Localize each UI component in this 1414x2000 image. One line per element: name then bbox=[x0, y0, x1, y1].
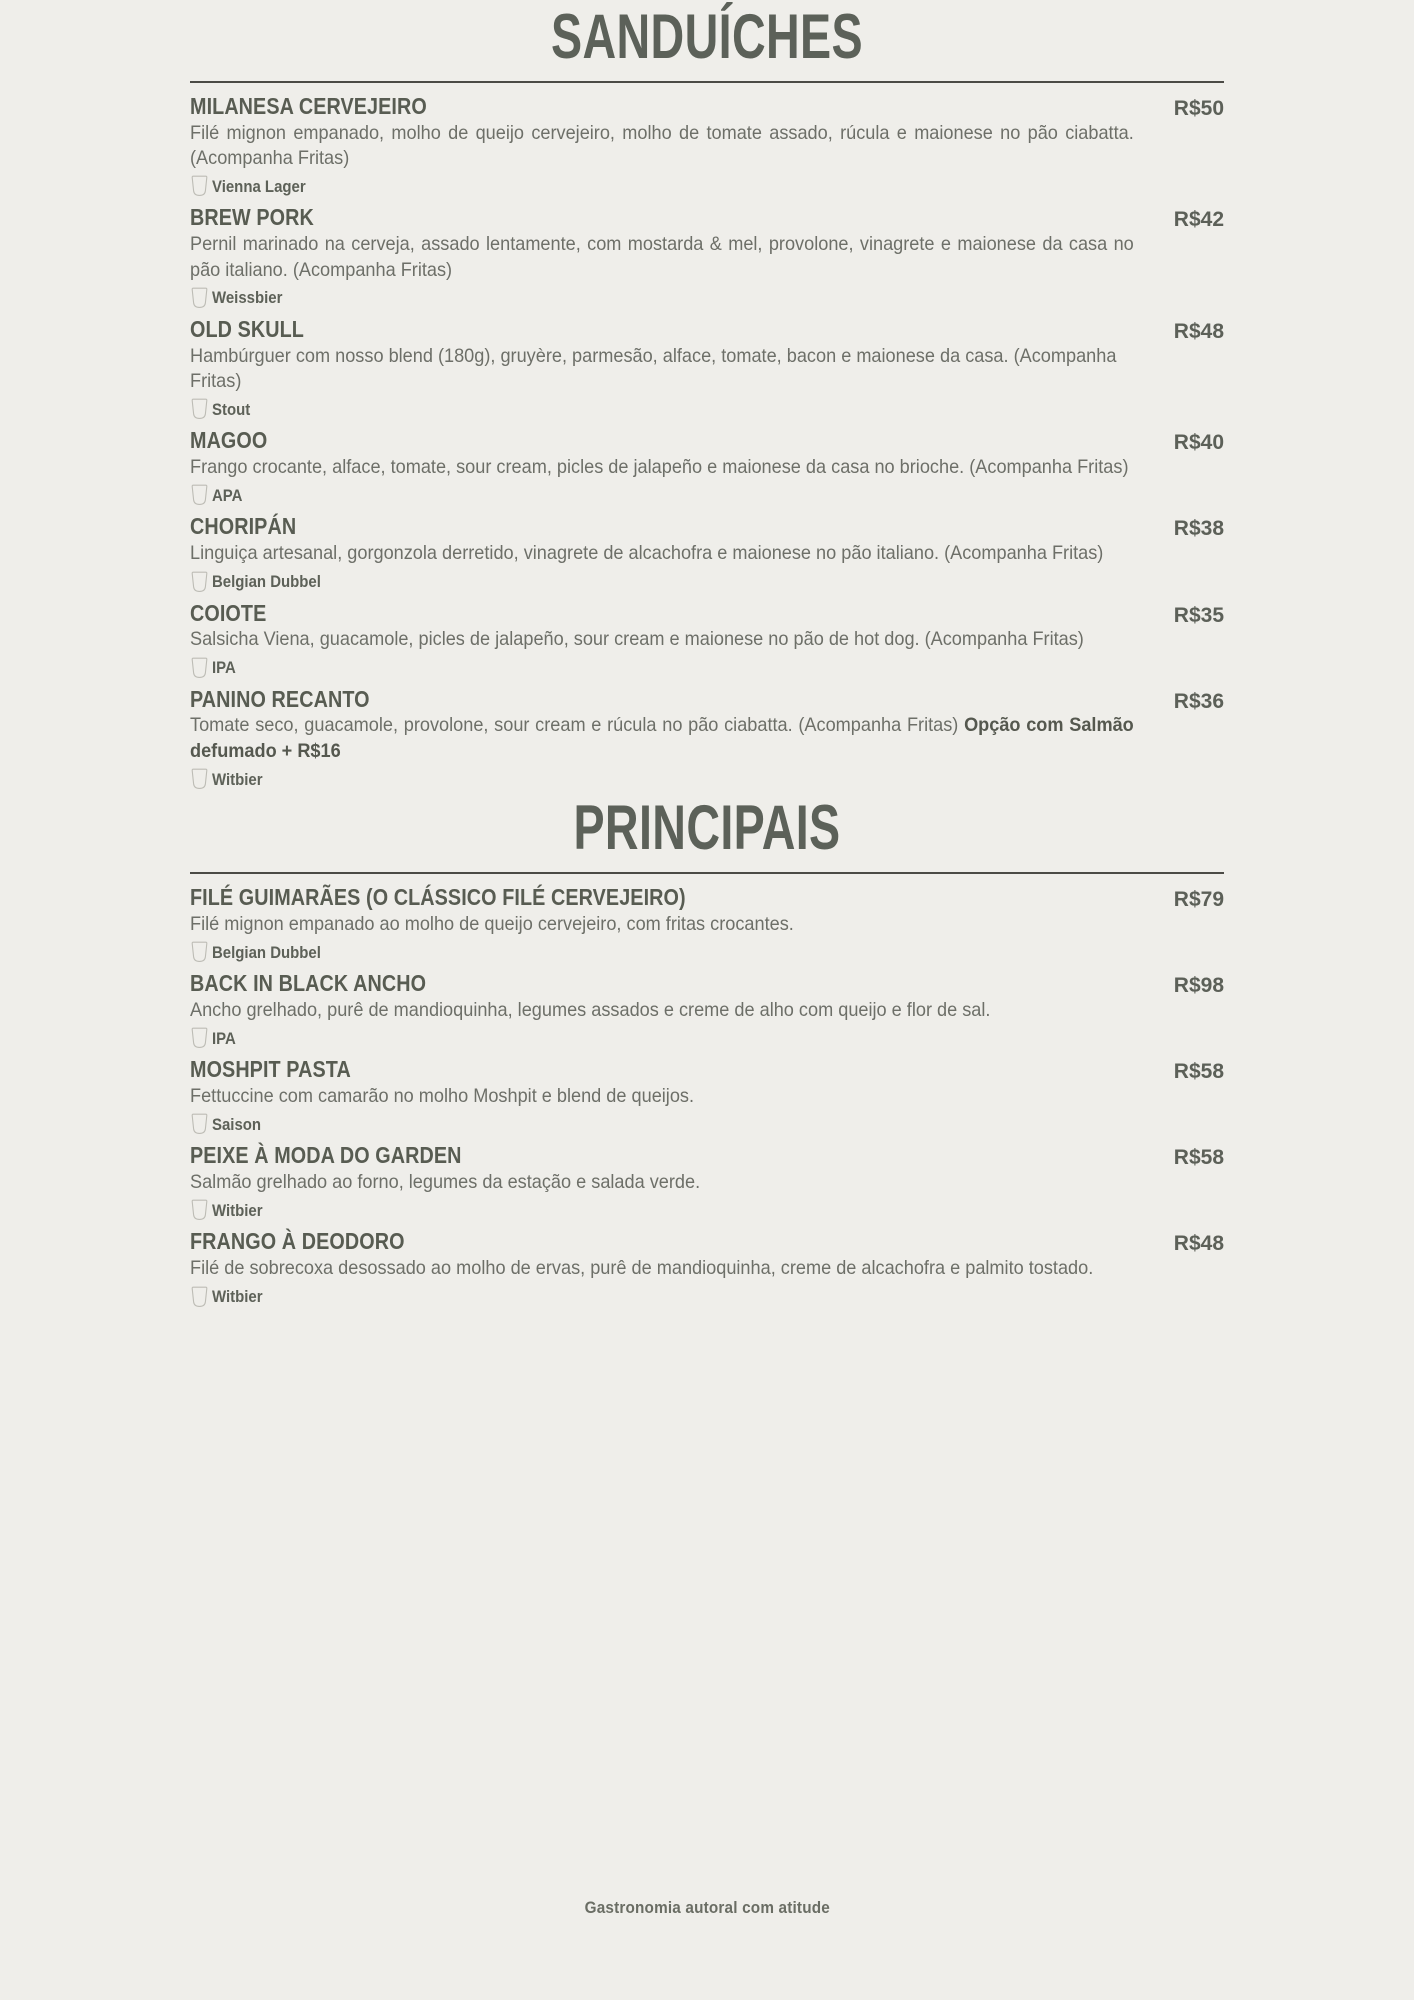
menu-item-price: R$58 bbox=[1173, 1146, 1224, 1170]
beer-pairing-label: APA bbox=[212, 485, 243, 505]
beer-pairing bbox=[190, 656, 1224, 680]
menu-item[interactable] bbox=[190, 421, 1224, 507]
menu-item-description: Filé mignon empanado, molho de queijo cervejeiro, molho de tomate assado, rúcula e maionese no pão ciabatta. (Acompanha Fritas) bbox=[190, 121, 1134, 170]
beer-pairing-label: IPA bbox=[212, 1028, 236, 1048]
menu-item-row bbox=[190, 601, 1224, 653]
menu-item-description: Linguiça artesanal, gorgonzola derretido, vinagrete de alcachofra e maionese no pão italiano. (Acompanha Fritas) bbox=[190, 542, 1104, 565]
beer-pairing-label: Belgian Dubbel bbox=[212, 942, 321, 962]
menu-item[interactable] bbox=[190, 198, 1224, 309]
menu-item-description: Salsicha Viena, guacamole, picles de jalapeño, sour cream e maionese no pão de hot dog. (Acompanha Fritas) bbox=[190, 628, 1084, 651]
menu-item-main bbox=[190, 1143, 1160, 1195]
menu-item-name: MILANESA CERVEJEIRO bbox=[190, 93, 427, 119]
menu-item[interactable] bbox=[190, 507, 1224, 593]
beer-glass-icon bbox=[190, 940, 209, 964]
section-divider bbox=[190, 872, 1224, 874]
menu-item-name: MAGOO bbox=[190, 427, 268, 454]
menu-item-main bbox=[190, 885, 1160, 937]
beer-glass-icon bbox=[190, 767, 209, 791]
beer-pairing bbox=[190, 570, 1224, 594]
menu-item-price: R$98 bbox=[1173, 974, 1224, 998]
menu-item-row bbox=[190, 317, 1224, 394]
beer-pairing bbox=[190, 1026, 1224, 1050]
menu-item[interactable] bbox=[190, 878, 1224, 964]
menu-item-main bbox=[190, 687, 1160, 764]
menu-item-price: R$40 bbox=[1173, 431, 1224, 455]
menu-item-price: R$48 bbox=[1173, 1232, 1224, 1256]
menu-item-name: COIOTE bbox=[190, 599, 267, 626]
beer-pairing-label: Weissbier bbox=[212, 288, 283, 308]
menu-item-price: R$35 bbox=[1173, 603, 1224, 627]
beer-pairing-label: Witbier bbox=[212, 769, 263, 789]
beer-glass-icon bbox=[190, 174, 209, 198]
menu-item-name: MOSHPIT PASTA bbox=[190, 1056, 351, 1083]
menu-item-name: PEIXE À MODA DO GARDEN bbox=[190, 1142, 462, 1169]
footer-tagline: Gastronomia autoral com atitude bbox=[584, 1898, 830, 1917]
menu-item-row bbox=[190, 205, 1224, 282]
menu-item-row bbox=[190, 687, 1224, 764]
beer-pairing bbox=[190, 1285, 1224, 1309]
menu-item-main bbox=[190, 317, 1160, 394]
menu-item-main bbox=[190, 205, 1160, 282]
menu-item-price: R$48 bbox=[1173, 319, 1224, 343]
section-title: SANDUÍCHES bbox=[551, 2, 863, 72]
menu-item[interactable] bbox=[190, 1050, 1224, 1136]
menu-item-price: R$79 bbox=[1173, 888, 1224, 912]
menu-item-row bbox=[190, 885, 1224, 937]
menu-item-price: R$36 bbox=[1173, 689, 1224, 713]
menu-item-main bbox=[190, 514, 1160, 566]
menu-item[interactable] bbox=[190, 1222, 1224, 1308]
menu-item-price: R$58 bbox=[1173, 1060, 1224, 1084]
menu-section-principais bbox=[190, 791, 1224, 1308]
menu-item-row bbox=[190, 1229, 1224, 1281]
beer-pairing bbox=[190, 174, 1224, 198]
beer-glass-icon bbox=[190, 570, 209, 594]
beer-glass-icon bbox=[190, 1112, 209, 1136]
beer-pairing bbox=[190, 1112, 1224, 1136]
menu-item-description: Salmão grelhado ao forno, legumes da estação e salada verde. bbox=[190, 1171, 701, 1194]
beer-pairing-label: Witbier bbox=[212, 1200, 263, 1220]
menu-item-row bbox=[190, 428, 1224, 480]
beer-glass-icon bbox=[190, 286, 209, 310]
menu-item-row bbox=[190, 514, 1224, 566]
menu-item-row bbox=[190, 971, 1224, 1023]
section-title-wrap bbox=[190, 0, 1224, 81]
beer-glass-icon bbox=[190, 1026, 209, 1050]
beer-glass-icon bbox=[190, 1285, 209, 1309]
menu-item-row bbox=[190, 94, 1224, 171]
menu-item-price: R$50 bbox=[1173, 97, 1224, 120]
menu-item-row bbox=[190, 1057, 1224, 1109]
menu-item-name: FRANGO À DEODORO bbox=[190, 1228, 405, 1255]
menu-item-description: Pernil marinado na cerveja, assado lentamente, com mostarda & mel, provolone, vinagrete e maionese da casa no pão italiano. (Acompanha Fritas) bbox=[190, 233, 1134, 281]
menu-item-description: Ancho grelhado, purê de mandioquinha, legumes assados e creme de alho com queijo e flor de sal. bbox=[190, 998, 991, 1021]
beer-pairing-label: IPA bbox=[212, 658, 236, 678]
beer-pairing bbox=[190, 286, 1224, 310]
menu-item[interactable] bbox=[190, 680, 1224, 791]
menu-item-name: OLD SKULL bbox=[190, 315, 304, 342]
menu-item[interactable] bbox=[190, 1136, 1224, 1222]
menu-item-main bbox=[190, 1057, 1160, 1109]
menu-item-name: PANINO RECANTO bbox=[190, 685, 370, 712]
menu-item-price: R$38 bbox=[1173, 517, 1224, 541]
beer-pairing-label: Stout bbox=[212, 399, 251, 419]
menu-item-description: Fettuccine com camarão no molho Moshpit e blend de queijos. bbox=[190, 1084, 695, 1107]
menu-sections bbox=[190, 0, 1224, 1309]
beer-pairing bbox=[190, 483, 1224, 507]
menu-item-description: Tomate seco, guacamole, provolone, sour cream e rúcula no pão ciabatta. (Acompanha Fritas) Opção com Salmão defumado + R$16 bbox=[190, 714, 1134, 762]
menu-item-price: R$42 bbox=[1173, 208, 1224, 232]
beer-pairing bbox=[190, 397, 1224, 421]
page-footer bbox=[0, 1898, 1414, 1918]
beer-pairing-label: Belgian Dubbel bbox=[212, 572, 321, 591]
menu-item-name: BREW PORK bbox=[190, 204, 314, 231]
beer-glass-icon bbox=[190, 397, 209, 421]
menu-item-description: Filé mignon empanado ao molho de queijo cervejeiro, com fritas crocantes. bbox=[190, 912, 794, 935]
menu-item-description: Filé de sobrecoxa desossado ao molho de ervas, purê de mandioquinha, creme de alcachofra e palmito tostado. bbox=[190, 1257, 1094, 1280]
menu-item-main bbox=[190, 94, 1160, 171]
section-divider bbox=[190, 81, 1224, 83]
beer-pairing-label: Vienna Lager bbox=[212, 176, 306, 196]
menu-section-sanduiches bbox=[190, 0, 1224, 791]
menu-item-row bbox=[190, 1143, 1224, 1195]
beer-glass-icon bbox=[190, 656, 209, 680]
beer-glass-icon bbox=[190, 483, 209, 507]
menu-item-main bbox=[190, 971, 1160, 1023]
menu-item[interactable] bbox=[190, 594, 1224, 680]
beer-pairing-label: Witbier bbox=[212, 1287, 263, 1306]
menu-item-main bbox=[190, 428, 1160, 480]
menu-item[interactable] bbox=[190, 87, 1224, 198]
menu-item-main bbox=[190, 601, 1160, 653]
beer-pairing bbox=[190, 767, 1224, 791]
beer-glass-icon bbox=[190, 1198, 209, 1222]
menu-item-description: Hambúrguer com nosso blend (180g), gruyère, parmesão, alface, tomate, bacon e maionese da casa. (Acompanha Fritas) bbox=[190, 344, 1117, 392]
menu-item-main bbox=[190, 1229, 1160, 1281]
section-title-wrap bbox=[190, 791, 1224, 872]
menu-item-name: BACK IN BLACK ANCHO bbox=[190, 970, 427, 997]
menu-item-description: Frango crocante, alface, tomate, sour cream, picles de jalapeño e maionese da casa no brioche. (Acompanha Fritas) bbox=[190, 456, 1129, 479]
beer-pairing bbox=[190, 1198, 1224, 1222]
menu-item[interactable] bbox=[190, 964, 1224, 1050]
menu-item-name: FILÉ GUIMARÃES (O CLÁSSICO FILÉ CERVEJEIRO) bbox=[190, 884, 686, 911]
section-title: PRINCIPAIS bbox=[573, 793, 841, 864]
menu-item[interactable] bbox=[190, 310, 1224, 421]
menu-item-name: CHORIPÁN bbox=[190, 513, 297, 540]
beer-pairing-label: Saison bbox=[212, 1114, 262, 1134]
beer-pairing bbox=[190, 940, 1224, 964]
